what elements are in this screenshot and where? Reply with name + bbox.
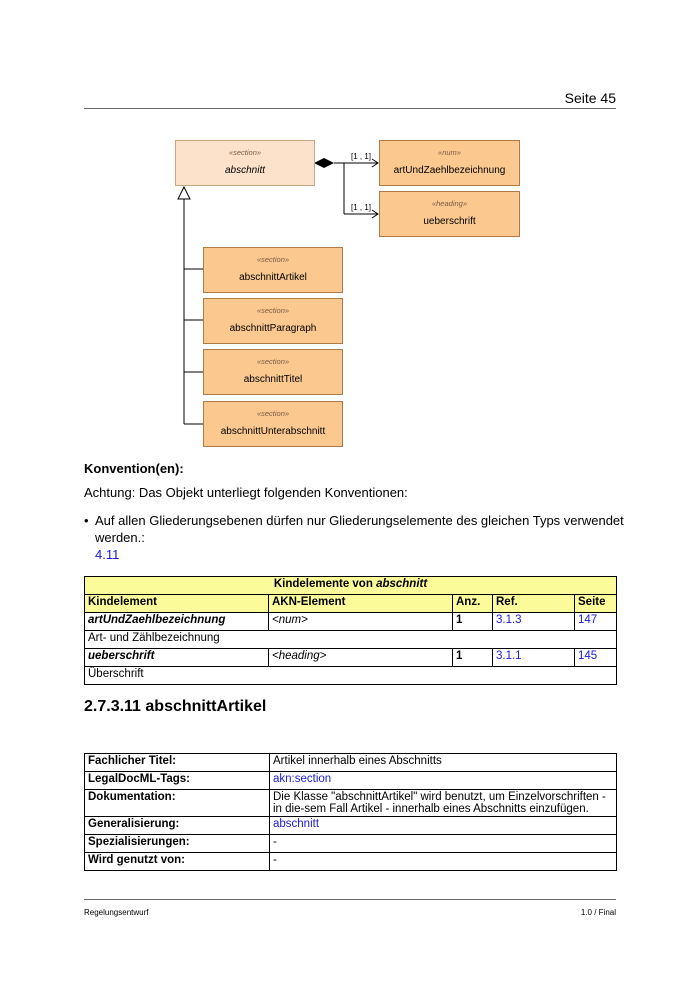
konvention-intro: Achtung: Das Objekt unterliegt folgenden Konventionen: (84, 485, 408, 500)
composition-diamond-icon (314, 158, 334, 168)
footer-rule (84, 899, 616, 900)
uml-class-abschnitt: «section» abschnitt (175, 140, 315, 186)
col-header: Anz. (453, 595, 493, 613)
konvention-heading: Konvention(en): (84, 461, 184, 476)
col-header: Ref. (493, 595, 575, 613)
konvention-bullet (84, 512, 624, 563)
table-row: LegalDocML-Tags: akn:section (85, 772, 617, 790)
bullet-icon: • (84, 513, 89, 528)
konvention-link[interactable]: 4.11 (95, 547, 120, 562)
multiplicity-label: [1 , 1] (351, 152, 372, 161)
generalization-link[interactable]: abschnitt (273, 818, 320, 830)
bullet-text: Auf allen Gliederungsebenen dürfen nur Gliederungselemente des gleichen Typs verwendet werden.: (95, 513, 624, 545)
section-heading: 2.7.3.11 abschnittArtikel (84, 698, 267, 715)
uml-class-ueberschrift: «heading» ueberschrift (379, 191, 520, 237)
uml-class-abschnittUnterabschnitt: «section» abschnittUnterabschnitt (203, 401, 343, 447)
page-link[interactable]: 147 (578, 614, 598, 626)
uml-connectors (0, 0, 700, 460)
generalization-triangle-icon (178, 187, 190, 199)
uml-class-abschnittArtikel: «section» abschnittArtikel (203, 247, 343, 293)
table-row: Fachlicher Titel: Artikel innerhalb eines Abschnitts (85, 754, 617, 772)
table-row: Spezialisierungen: - (85, 835, 617, 853)
footer-left: Regelungsentwurf (84, 908, 149, 917)
page-link[interactable]: 145 (578, 650, 598, 662)
children-table (84, 576, 617, 685)
table-row: Wird genutzt von: - (85, 853, 617, 871)
table-row-desc: Überschrift (85, 667, 617, 685)
footer-right: 1.0 / Final (580, 908, 616, 917)
col-header: Kindelement (85, 595, 269, 613)
ref-link[interactable]: 3.1.3 (496, 614, 522, 626)
uml-class-abschnittTitel: «section» abschnittTitel (203, 349, 343, 395)
table-row: artUndZaehlbezeichnung <num> 1 3.1.3 147 (85, 613, 617, 631)
uml-class-abschnittParagraph: «section» abschnittParagraph (203, 298, 343, 344)
table-row-desc: Art- und Zählbezeichnung (85, 631, 617, 649)
multiplicity-label: [1 , 1] (351, 203, 372, 212)
table-row: Generalisierung: abschnitt (85, 817, 617, 835)
children-table-caption: Kindelemente von abschnitt (85, 577, 617, 595)
table-row: ueberschrift <heading> 1 3.1.1 145 (85, 649, 617, 667)
tag-link[interactable]: akn:section (273, 773, 332, 785)
col-header: Seite (575, 595, 617, 613)
uml-class-artUndZaehlbezeichnung: «num» artUndZaehlbezeichnung (379, 140, 520, 186)
table-row: Dokumentation: Die Klasse "abschnittArtikel" wird benutzt, um Einzelvorschriften - in die-sem Fall Artikel - innerhalb eines Abschnitts einzufügen. (85, 790, 617, 817)
page-number: Seite 45 (564, 90, 616, 106)
col-header: AKN-Element (269, 595, 453, 613)
properties-table (84, 753, 617, 871)
ref-link[interactable]: 3.1.1 (496, 650, 522, 662)
